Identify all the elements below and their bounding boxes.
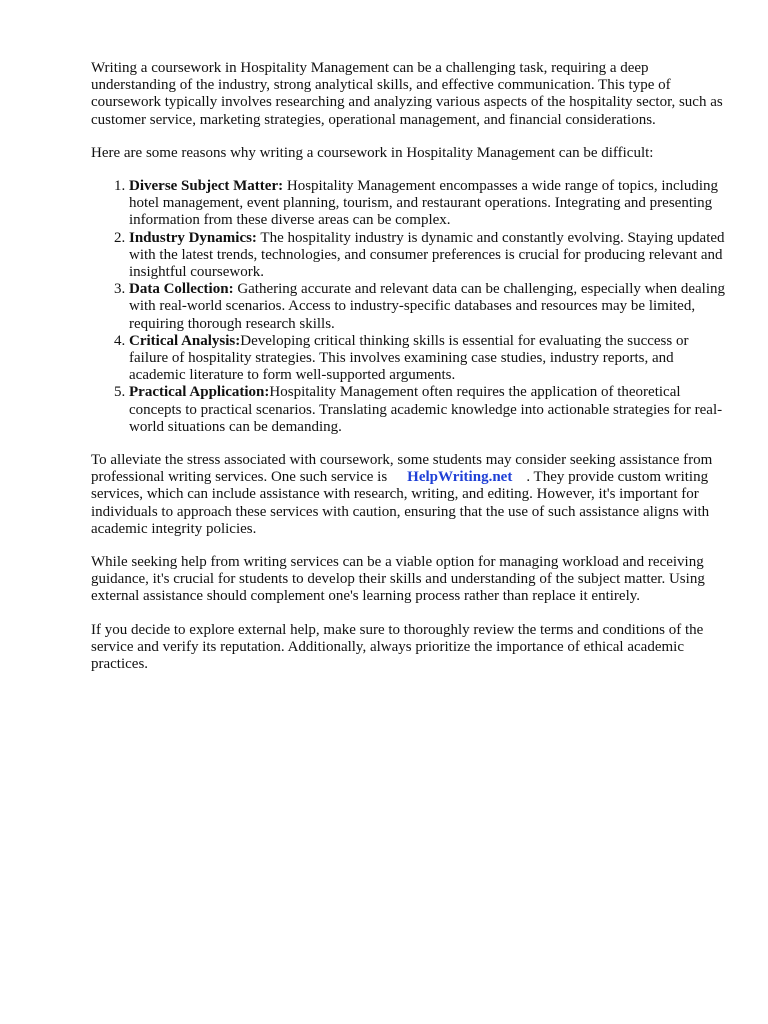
balance-paragraph: While seeking help from writing services can be a viable option for managing workload and receiving guidance, it's crucial for students to develop their skills and understanding of the subject matter. Using external assistance should complement one's learning process rather than replace it entirely. <box>91 554 705 605</box>
document-page <box>91 60 731 689</box>
reason-text: Hospitality Management often requires the application of theoretical concepts to practical scenarios. Translating academic knowledge into actionable strategies for real-world situations can be demanding. <box>129 384 723 435</box>
reason-term: Practical Application: <box>129 384 270 401</box>
intro-paragraph: Writing a coursework in Hospitality Management can be a challenging task, requiring a deep understanding of the industry, strong analytical skills, and effective communication. This type of coursework typically involves researching and analyzing various aspects of the hospitality sector, such as customer service, marketing strategies, operational management, and financial considerations. <box>91 60 723 128</box>
list-item <box>129 333 731 385</box>
reason-term: Diverse Subject Matter: <box>129 178 284 195</box>
reasons-list <box>91 178 731 436</box>
reason-term: Critical Analysis: <box>129 332 241 349</box>
assistance-text-after: . They provide custom writing services, which can include assistance with research, writing, and editing. However, it's important for individuals to approach these services with caution, ensuring that the use of such assistance aligns with academic integrity policies. <box>91 469 710 537</box>
reason-text: Hospitality Management encompasses a wide range of topics, including hotel management, event planning, tourism, and restaurant operations. Integrating and presenting information from these diverse areas can be complex. <box>129 178 718 229</box>
list-item <box>129 178 731 230</box>
closing-paragraph: If you decide to explore external help, make sure to thoroughly review the terms and conditions of the service and verify its reputation. Additionally, always prioritize the importance of ethical academic practices. <box>91 621 704 673</box>
list-item <box>129 281 731 333</box>
list-item <box>129 384 731 436</box>
assistance-text-before: To alleviate the stress associated with coursework, some students may consider seeking assistance from professional writing services. One such service is <box>91 452 713 486</box>
reason-term: Data Collection: <box>129 281 234 298</box>
reason-text: Gathering accurate and relevant data can be challenging, especially when dealing with real-world scenarios. Access to industry-specific databases and resources may be limited, requiring thorough research skills. <box>129 281 725 332</box>
assistance-paragraph <box>91 452 731 538</box>
reason-term: Industry Dynamics: <box>129 229 257 246</box>
reason-text: Developing critical thinking skills is essential for evaluating the success or failure of hospitality strategies. This involves examining case studies, industry reports, and academic literature to form well-supported arguments. <box>129 332 689 384</box>
helpwriting-link[interactable]: HelpWriting.net <box>407 469 513 486</box>
reasons-intro: Here are some reasons why writing a coursework in Hospitality Management can be difficult: <box>91 144 654 161</box>
list-item <box>129 230 731 282</box>
reason-text: The hospitality industry is dynamic and constantly evolving. Staying updated with the latest trends, technologies, and consumer preferences is crucial for producing relevant and insightful coursework. <box>129 229 725 281</box>
